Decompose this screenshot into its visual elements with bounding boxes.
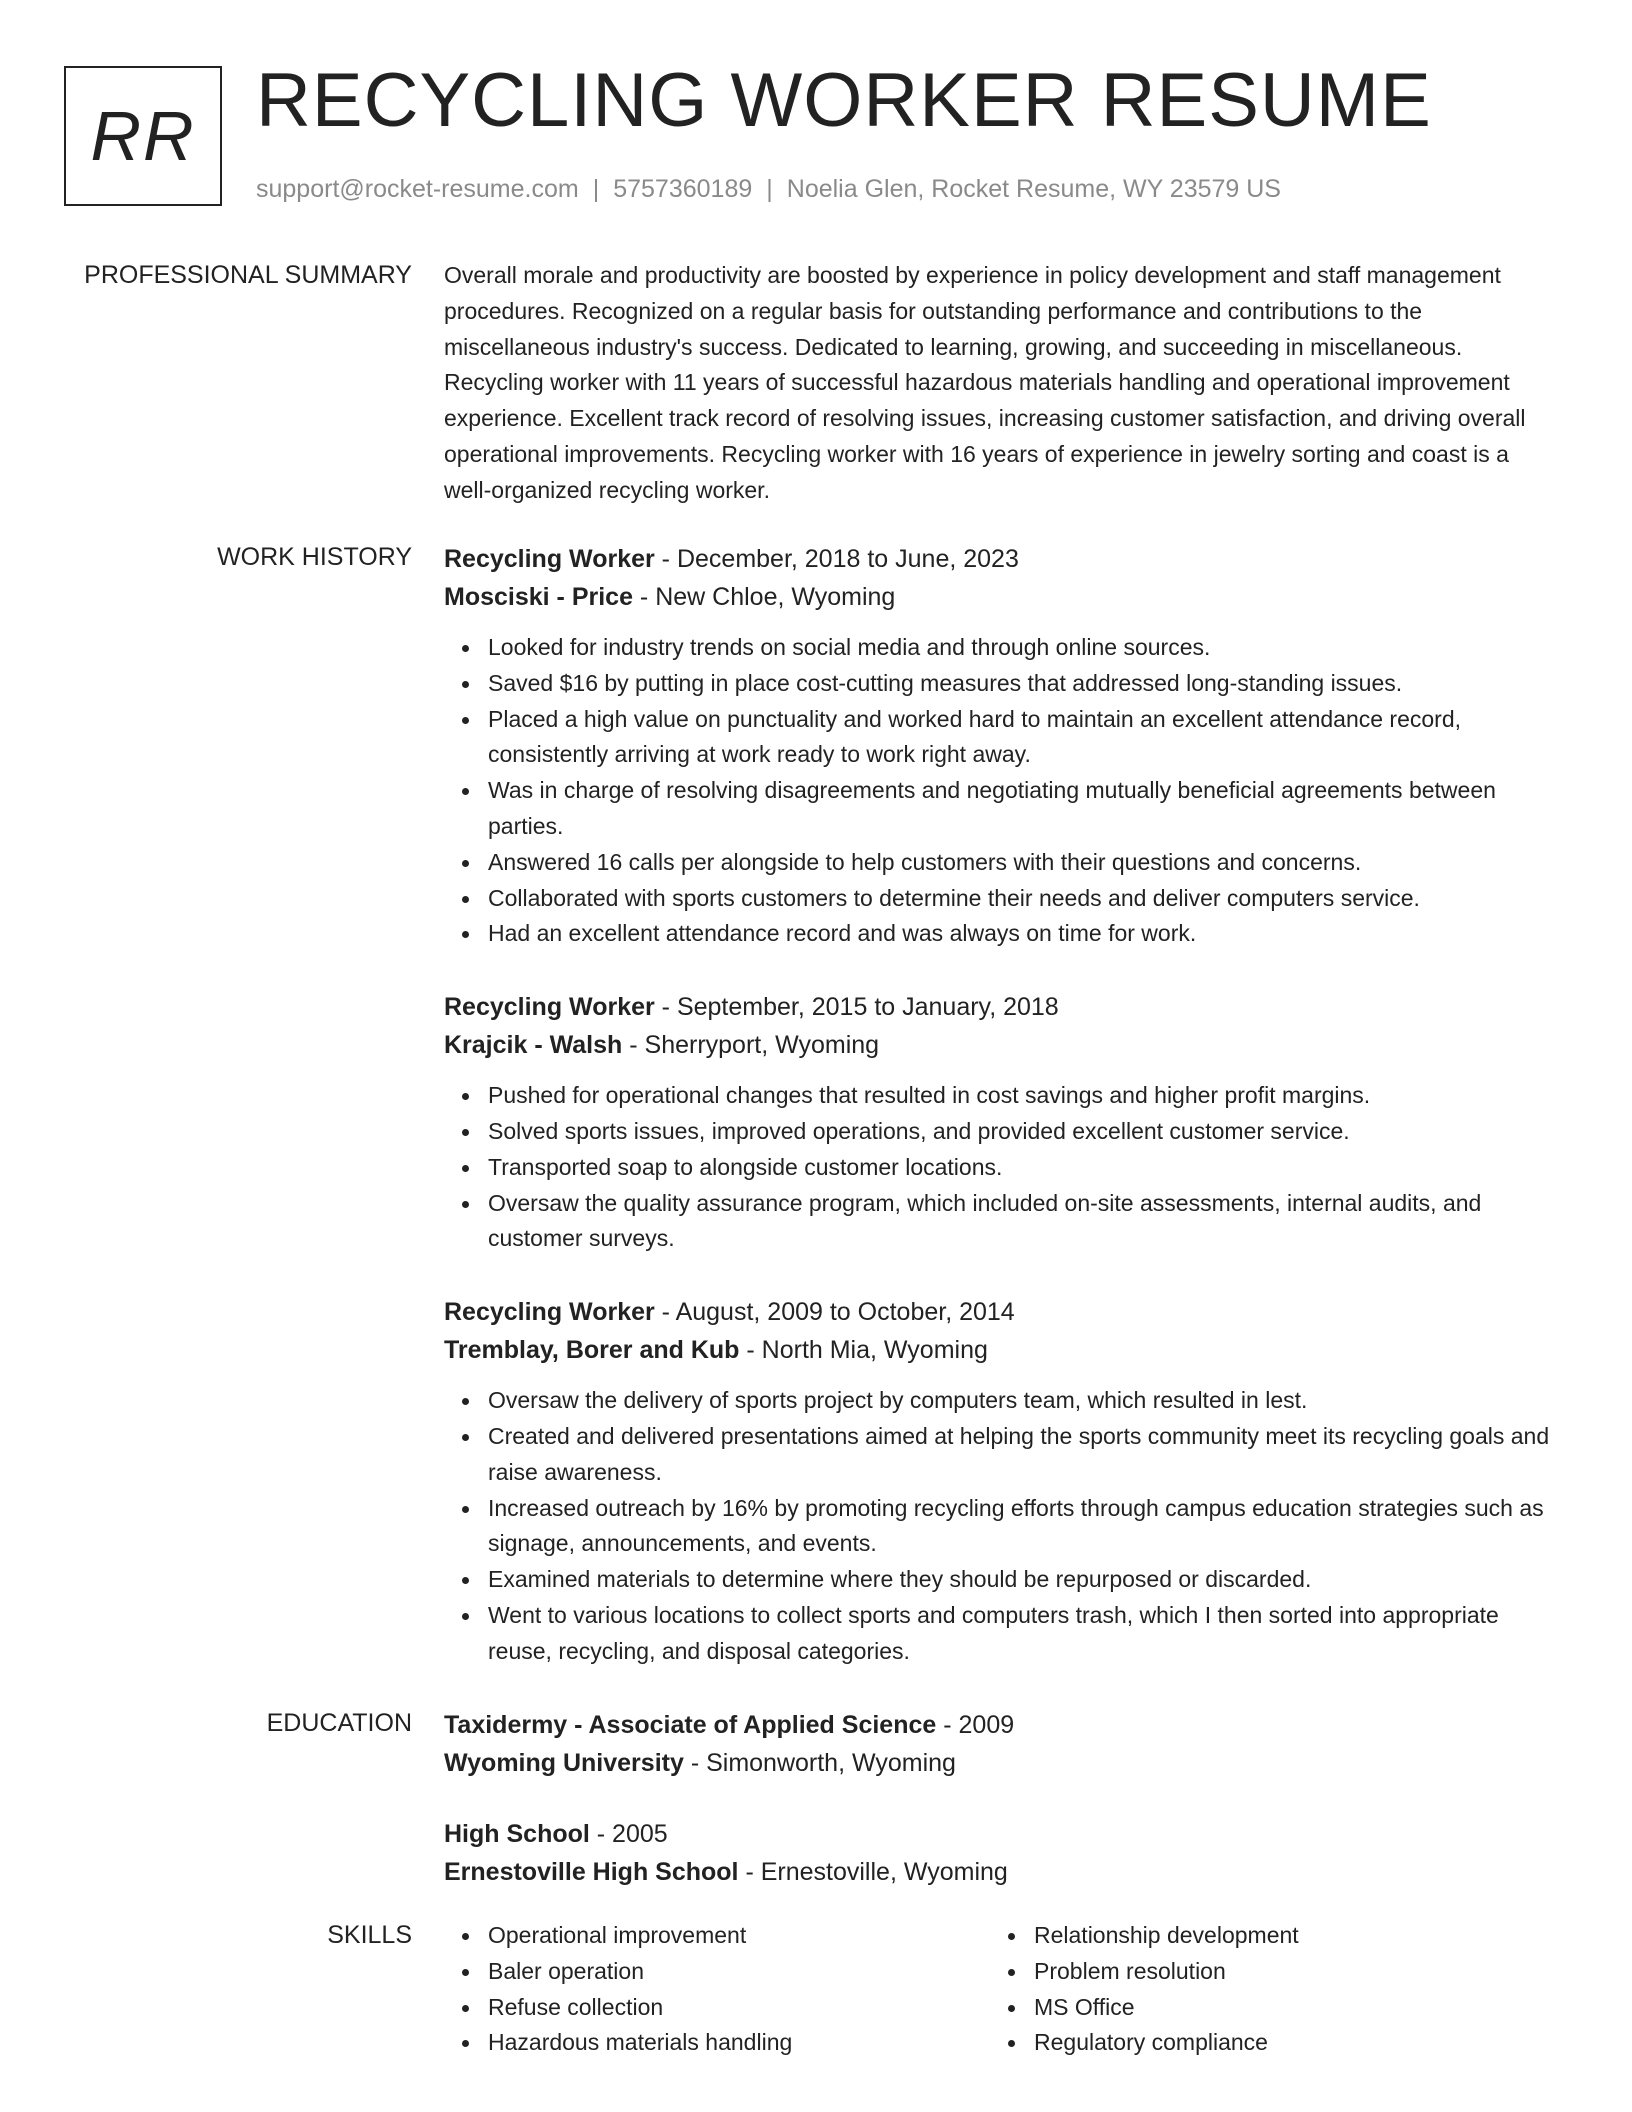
skills-column-right (990, 1918, 1536, 2061)
education-degree-line (444, 1706, 1560, 1744)
job-bullet: Looked for industry trends on social media and through online sources. (488, 630, 1560, 666)
job-location: - Sherryport, Wyoming (622, 1031, 880, 1060)
job-bullets (444, 1078, 1560, 1257)
skill-item: MS Office (1034, 1990, 1536, 2026)
education-school: Ernestoville High School (444, 1858, 739, 1886)
job-bullet: Oversaw the delivery of sports project by computers team, which resulted in lest. (488, 1383, 1560, 1419)
skills-body (444, 1918, 1560, 2061)
skill-item: Regulatory compliance (1034, 2025, 1536, 2061)
contact-address: Noelia Glen, Rocket Resume, WY 23579 US (786, 175, 1281, 203)
job-company-line (444, 1026, 1560, 1064)
section-label-education: EDUCATION (266, 1709, 412, 1737)
skills-list (990, 1918, 1536, 2061)
job-bullet: Answered 16 calls per alongside to help customers with their questions and concerns. (488, 845, 1560, 881)
monogram-logo: RR (64, 66, 222, 206)
skill-item: Problem resolution (1034, 1954, 1536, 1990)
job-bullet: Oversaw the quality assurance program, which included on-site assessments, internal audits, and customer surveys. (488, 1186, 1560, 1258)
contact-phone[interactable]: 5757360189 (613, 175, 753, 203)
job-entry (444, 988, 1560, 1257)
skill-item: Baler operation (488, 1954, 990, 1990)
job-bullet: Examined materials to determine where they should be repurposed or discarded. (488, 1562, 1560, 1598)
contact-email[interactable]: support@rocket-resume.com (256, 175, 579, 203)
contact-separator: | (592, 175, 600, 203)
education-entry (444, 1815, 1560, 1891)
job-bullet: Collaborated with sports customers to determine their needs and deliver computers service. (488, 881, 1560, 917)
skills-column-left (444, 1918, 990, 2061)
job-title-line (444, 540, 1560, 578)
education-degree: Taxidermy - Associate of Applied Science (444, 1711, 937, 1739)
skills-list (444, 1918, 990, 2061)
resume-title: RECYCLING WORKER RESUME (256, 58, 1432, 143)
skill-item: Relationship development (1034, 1918, 1536, 1954)
job-dates: - December, 2018 to June, 2023 (654, 545, 1019, 573)
job-entry (444, 540, 1560, 952)
section-label-work-history: WORK HISTORY (217, 543, 412, 571)
contact-separator: | (766, 175, 773, 203)
job-title-line (444, 988, 1560, 1026)
job-bullet: Transported soap to alongside customer locations. (488, 1150, 1560, 1186)
job-bullet: Placed a high value on punctuality and worked hard to maintain an excellent attendance record, consistently arriving at work ready to work right away. (488, 702, 1560, 774)
contact-line (256, 172, 1281, 206)
education-degree: High School (444, 1820, 590, 1848)
education-year: - 2009 (936, 1711, 1015, 1739)
job-bullet: Had an excellent attendance record and was always on time for work. (488, 916, 1560, 952)
job-bullets (444, 1383, 1560, 1669)
job-bullets (444, 630, 1560, 952)
job-bullet: Went to various locations to collect sports and computers trash, which I then sorted into appropriate reuse, recycling, and disposal categories. (488, 1598, 1560, 1670)
job-title: Recycling Worker (444, 545, 655, 573)
job-dates: - September, 2015 to January, 2018 (654, 993, 1059, 1022)
job-bullet: Increased outreach by 16% by promoting recycling efforts through campus education strategies such as signage, announcements, and events. (488, 1491, 1560, 1563)
summary-body (444, 258, 1560, 509)
job-title-line (444, 1293, 1560, 1331)
job-title: Recycling Worker (444, 993, 655, 1022)
job-bullet: Was in charge of resolving disagreements and negotiating mutually beneficial agreements between parties. (488, 773, 1560, 845)
job-title: Recycling Worker (444, 1298, 655, 1327)
job-bullet: Pushed for operational changes that resulted in cost savings and higher profit margins. (488, 1078, 1560, 1114)
education-degree-line (444, 1815, 1560, 1853)
job-location: - New Chloe, Wyoming (632, 583, 896, 611)
skill-item: Operational improvement (488, 1918, 990, 1954)
summary-text: Overall morale and productivity are boosted by experience in policy development and staff management procedures. Recognized on a regular basis for outstanding performance and contributions to the miscellaneous industry's success. Dedicated to learning, growing, and succeeding in miscellaneous. Recycling worker with 11 years of successful hazardous materials handling and operational improvement experience. Excellent track record of resolving issues, increasing customer satisfaction, and driving overall operational improvements. Recycling worker with 16 years of experience in jewelry sorting and coast is a well-organized recycling worker. (444, 262, 1526, 503)
job-bullet: Solved sports issues, improved operations, and provided excellent customer service. (488, 1114, 1560, 1150)
skill-item: Refuse collection (488, 1990, 990, 2026)
work-history-body (444, 540, 1560, 1706)
section-label-skills: SKILLS (327, 1921, 412, 1949)
education-body (444, 1706, 1560, 1924)
education-location: - Ernestoville, Wyoming (738, 1858, 1008, 1886)
section-label-summary: PROFESSIONAL SUMMARY (84, 261, 412, 289)
education-location: - Simonworth, Wyoming (683, 1749, 956, 1777)
job-entry (444, 1293, 1560, 1669)
job-company: Krajcik - Walsh (444, 1031, 623, 1060)
education-year: - 2005 (589, 1820, 668, 1848)
job-company: Mosciski - Price (444, 583, 633, 611)
education-school-line (444, 1744, 1560, 1782)
education-school-line (444, 1853, 1560, 1891)
education-entry (444, 1706, 1560, 1782)
job-company-line (444, 1331, 1560, 1369)
job-company: Tremblay, Borer and Kub (444, 1336, 740, 1365)
skill-item: Hazardous materials handling (488, 2025, 990, 2061)
job-company-line (444, 578, 1560, 616)
job-location: - North Mia, Wyoming (739, 1336, 988, 1365)
job-dates: - August, 2009 to October, 2014 (654, 1298, 1015, 1327)
job-bullet: Created and delivered presentations aimed at helping the sports community meet its recycling goals and raise awareness. (488, 1419, 1560, 1491)
education-school: Wyoming University (444, 1749, 684, 1777)
job-bullet: Saved $16 by putting in place cost-cutting measures that addressed long-standing issues. (488, 666, 1560, 702)
